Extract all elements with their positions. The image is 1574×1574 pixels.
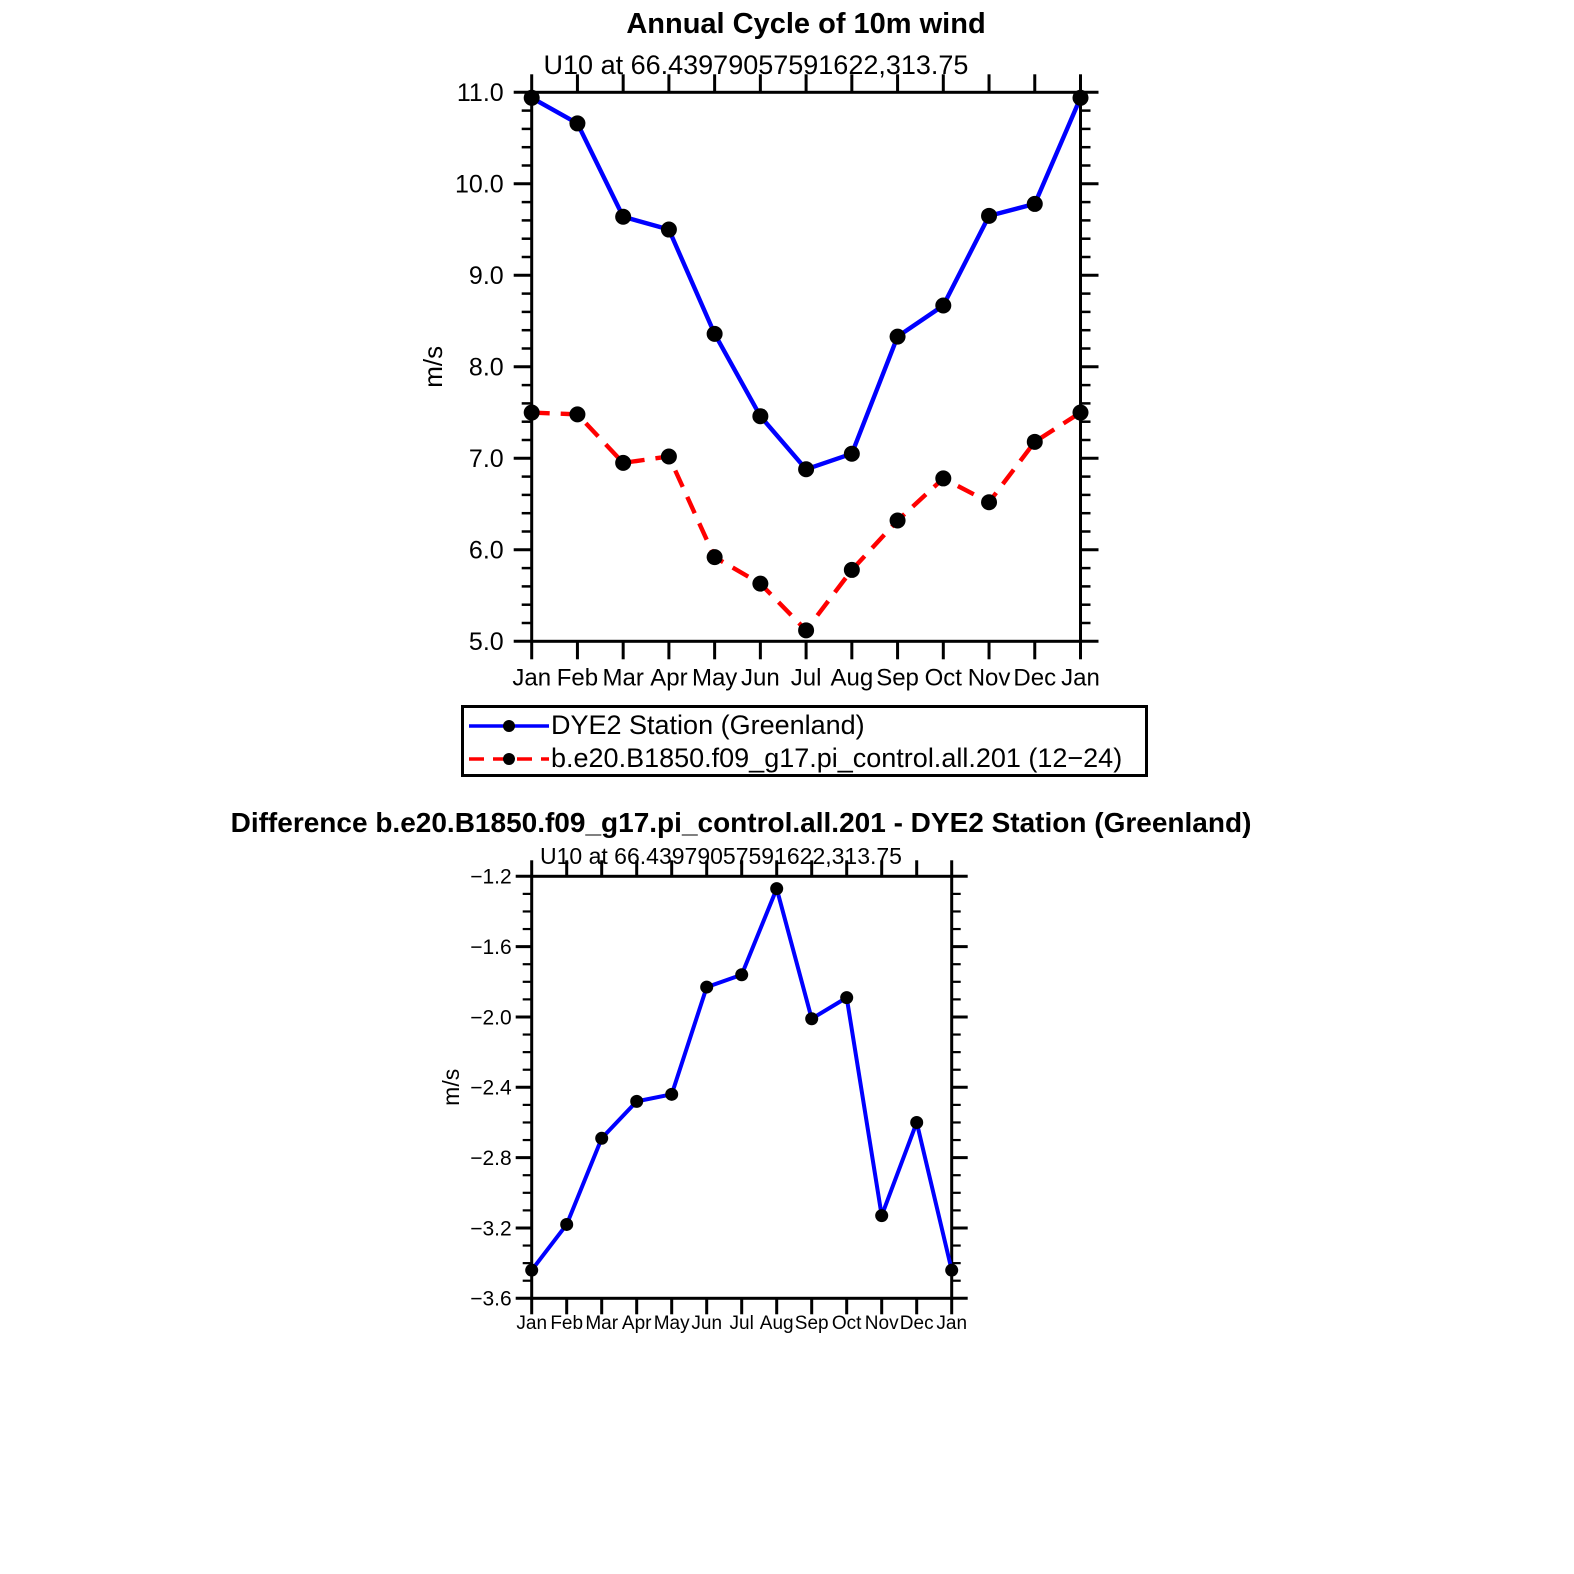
chart2-title: Difference b.e20.B1850.f09_g17.pi_control.all.201 - DYE2 Station (Greenland) — [230, 807, 1252, 838]
y-axis-title: m/s — [438, 1068, 465, 1106]
x-tick-label: Jun — [741, 664, 780, 692]
x-tick-label: Sep — [794, 1312, 829, 1334]
x-tick-label: Aug — [759, 1312, 794, 1334]
x-tick-label: Jul — [729, 1312, 754, 1334]
y-tick-label: −3.6 — [470, 1287, 512, 1311]
data-point-marker — [890, 513, 906, 529]
y-tick-label: −2.8 — [470, 1146, 512, 1170]
data-point-marker — [805, 1012, 818, 1025]
legend-item-dye2-station — [467, 709, 865, 742]
data-point-marker — [770, 882, 783, 895]
y-tick-label: 11.0 — [456, 79, 504, 108]
data-point-marker — [615, 209, 631, 225]
y-tick-label: −2.0 — [470, 1006, 512, 1030]
y-tick-label: 7.0 — [468, 445, 504, 474]
data-point-marker — [981, 208, 997, 224]
annual-cycle-plot — [418, 74, 1100, 691]
x-tick-label: Nov — [864, 1312, 899, 1334]
y-tick-label: 10.0 — [455, 170, 504, 199]
data-point-marker — [945, 1264, 958, 1277]
data-point-marker — [707, 549, 723, 565]
y-tick-label: −2.4 — [470, 1076, 512, 1100]
y-tick-label: −3.2 — [470, 1217, 512, 1241]
x-tick-label: Nov — [967, 664, 1011, 692]
data-point-marker — [524, 405, 540, 421]
data-point-marker — [935, 470, 951, 486]
x-tick-label: May — [653, 1312, 690, 1334]
x-tick-label: Mar — [585, 1312, 619, 1334]
x-tick-label: Apr — [650, 664, 688, 692]
x-tick-label: Jan — [936, 1312, 968, 1334]
x-tick-label: Oct — [924, 664, 962, 692]
x-tick-label: May — [691, 664, 738, 692]
plot-border — [532, 92, 1081, 641]
annual-cycle-plot-series-0-line — [532, 98, 1081, 469]
x-tick-label: Dec — [1013, 664, 1057, 692]
chart1-subtitle: U10 at 66.43979057591622,313.75 — [543, 50, 969, 80]
legend-label-dye2-station: DYE2 Station (Greenland) — [551, 710, 865, 740]
difference-plot — [438, 860, 968, 1334]
y-tick-label: −1.6 — [470, 935, 512, 959]
x-tick-label: Feb — [556, 664, 599, 692]
data-point-marker — [569, 115, 585, 131]
data-point-marker — [752, 408, 768, 424]
x-tick-label: Jun — [691, 1312, 723, 1334]
y-axis-title: m/s — [418, 345, 449, 388]
data-point-marker — [1027, 434, 1043, 450]
y-tick-label: −1.2 — [470, 865, 512, 889]
x-tick-label: Sep — [876, 664, 919, 692]
x-tick-label: Aug — [830, 664, 874, 692]
x-tick-label: Dec — [899, 1312, 934, 1334]
annual-cycle-plot-series-1-line — [532, 413, 1081, 631]
legend-line-sample-solid-blue — [467, 709, 551, 742]
y-tick-label: 6.0 — [468, 536, 504, 565]
data-point-marker — [1073, 90, 1089, 106]
x-tick-label: Feb — [550, 1312, 584, 1334]
data-point-marker — [910, 1116, 923, 1129]
data-point-marker — [844, 562, 860, 578]
data-point-marker — [615, 455, 631, 471]
x-tick-label: Jan — [512, 664, 552, 692]
data-point-marker — [661, 222, 677, 238]
y-tick-label: 8.0 — [468, 353, 504, 382]
x-tick-label: Jan — [516, 1312, 548, 1334]
y-tick-label: 9.0 — [468, 262, 504, 291]
x-tick-label: Jan — [1061, 664, 1100, 692]
legend-box — [461, 705, 1148, 777]
chart2-subtitle: U10 at 66.43979057591622,313.75 — [540, 843, 902, 869]
data-point-marker — [560, 1218, 573, 1231]
x-tick-label: Apr — [621, 1312, 652, 1334]
x-tick-label: Jul — [790, 664, 822, 692]
legend-label-model-run: b.e20.B1850.f09_g17.pi_control.all.201 (12−24) — [551, 743, 1123, 773]
data-point-marker — [665, 1088, 678, 1101]
legend-line-sample-dashed-red — [467, 742, 551, 775]
data-point-marker — [524, 90, 540, 106]
data-point-marker — [981, 494, 997, 510]
data-point-marker — [935, 297, 951, 313]
data-point-marker — [569, 406, 585, 422]
data-point-marker — [661, 448, 677, 464]
data-point-marker — [844, 446, 860, 462]
y-tick-label: 5.0 — [468, 628, 504, 657]
data-point-marker — [752, 576, 768, 592]
x-tick-label: Oct — [831, 1312, 862, 1334]
data-point-marker — [798, 461, 814, 477]
data-point-marker — [707, 326, 723, 342]
data-point-marker — [1073, 405, 1089, 421]
data-point-marker — [890, 329, 906, 345]
data-point-marker — [875, 1209, 888, 1222]
data-point-marker — [700, 981, 713, 994]
data-point-marker — [735, 968, 748, 981]
data-point-marker — [840, 991, 853, 1004]
data-point-marker — [798, 622, 814, 638]
difference-plot-series-0-line — [532, 889, 952, 1271]
data-point-marker — [1027, 196, 1043, 212]
legend-item-model-run — [467, 742, 1122, 775]
data-point-marker — [595, 1132, 608, 1145]
x-tick-label: Mar — [602, 664, 644, 692]
data-point-marker — [525, 1264, 538, 1277]
chart1-title: Annual Cycle of 10m wind — [626, 8, 986, 40]
data-point-marker — [630, 1095, 643, 1108]
plot-border — [532, 876, 952, 1298]
